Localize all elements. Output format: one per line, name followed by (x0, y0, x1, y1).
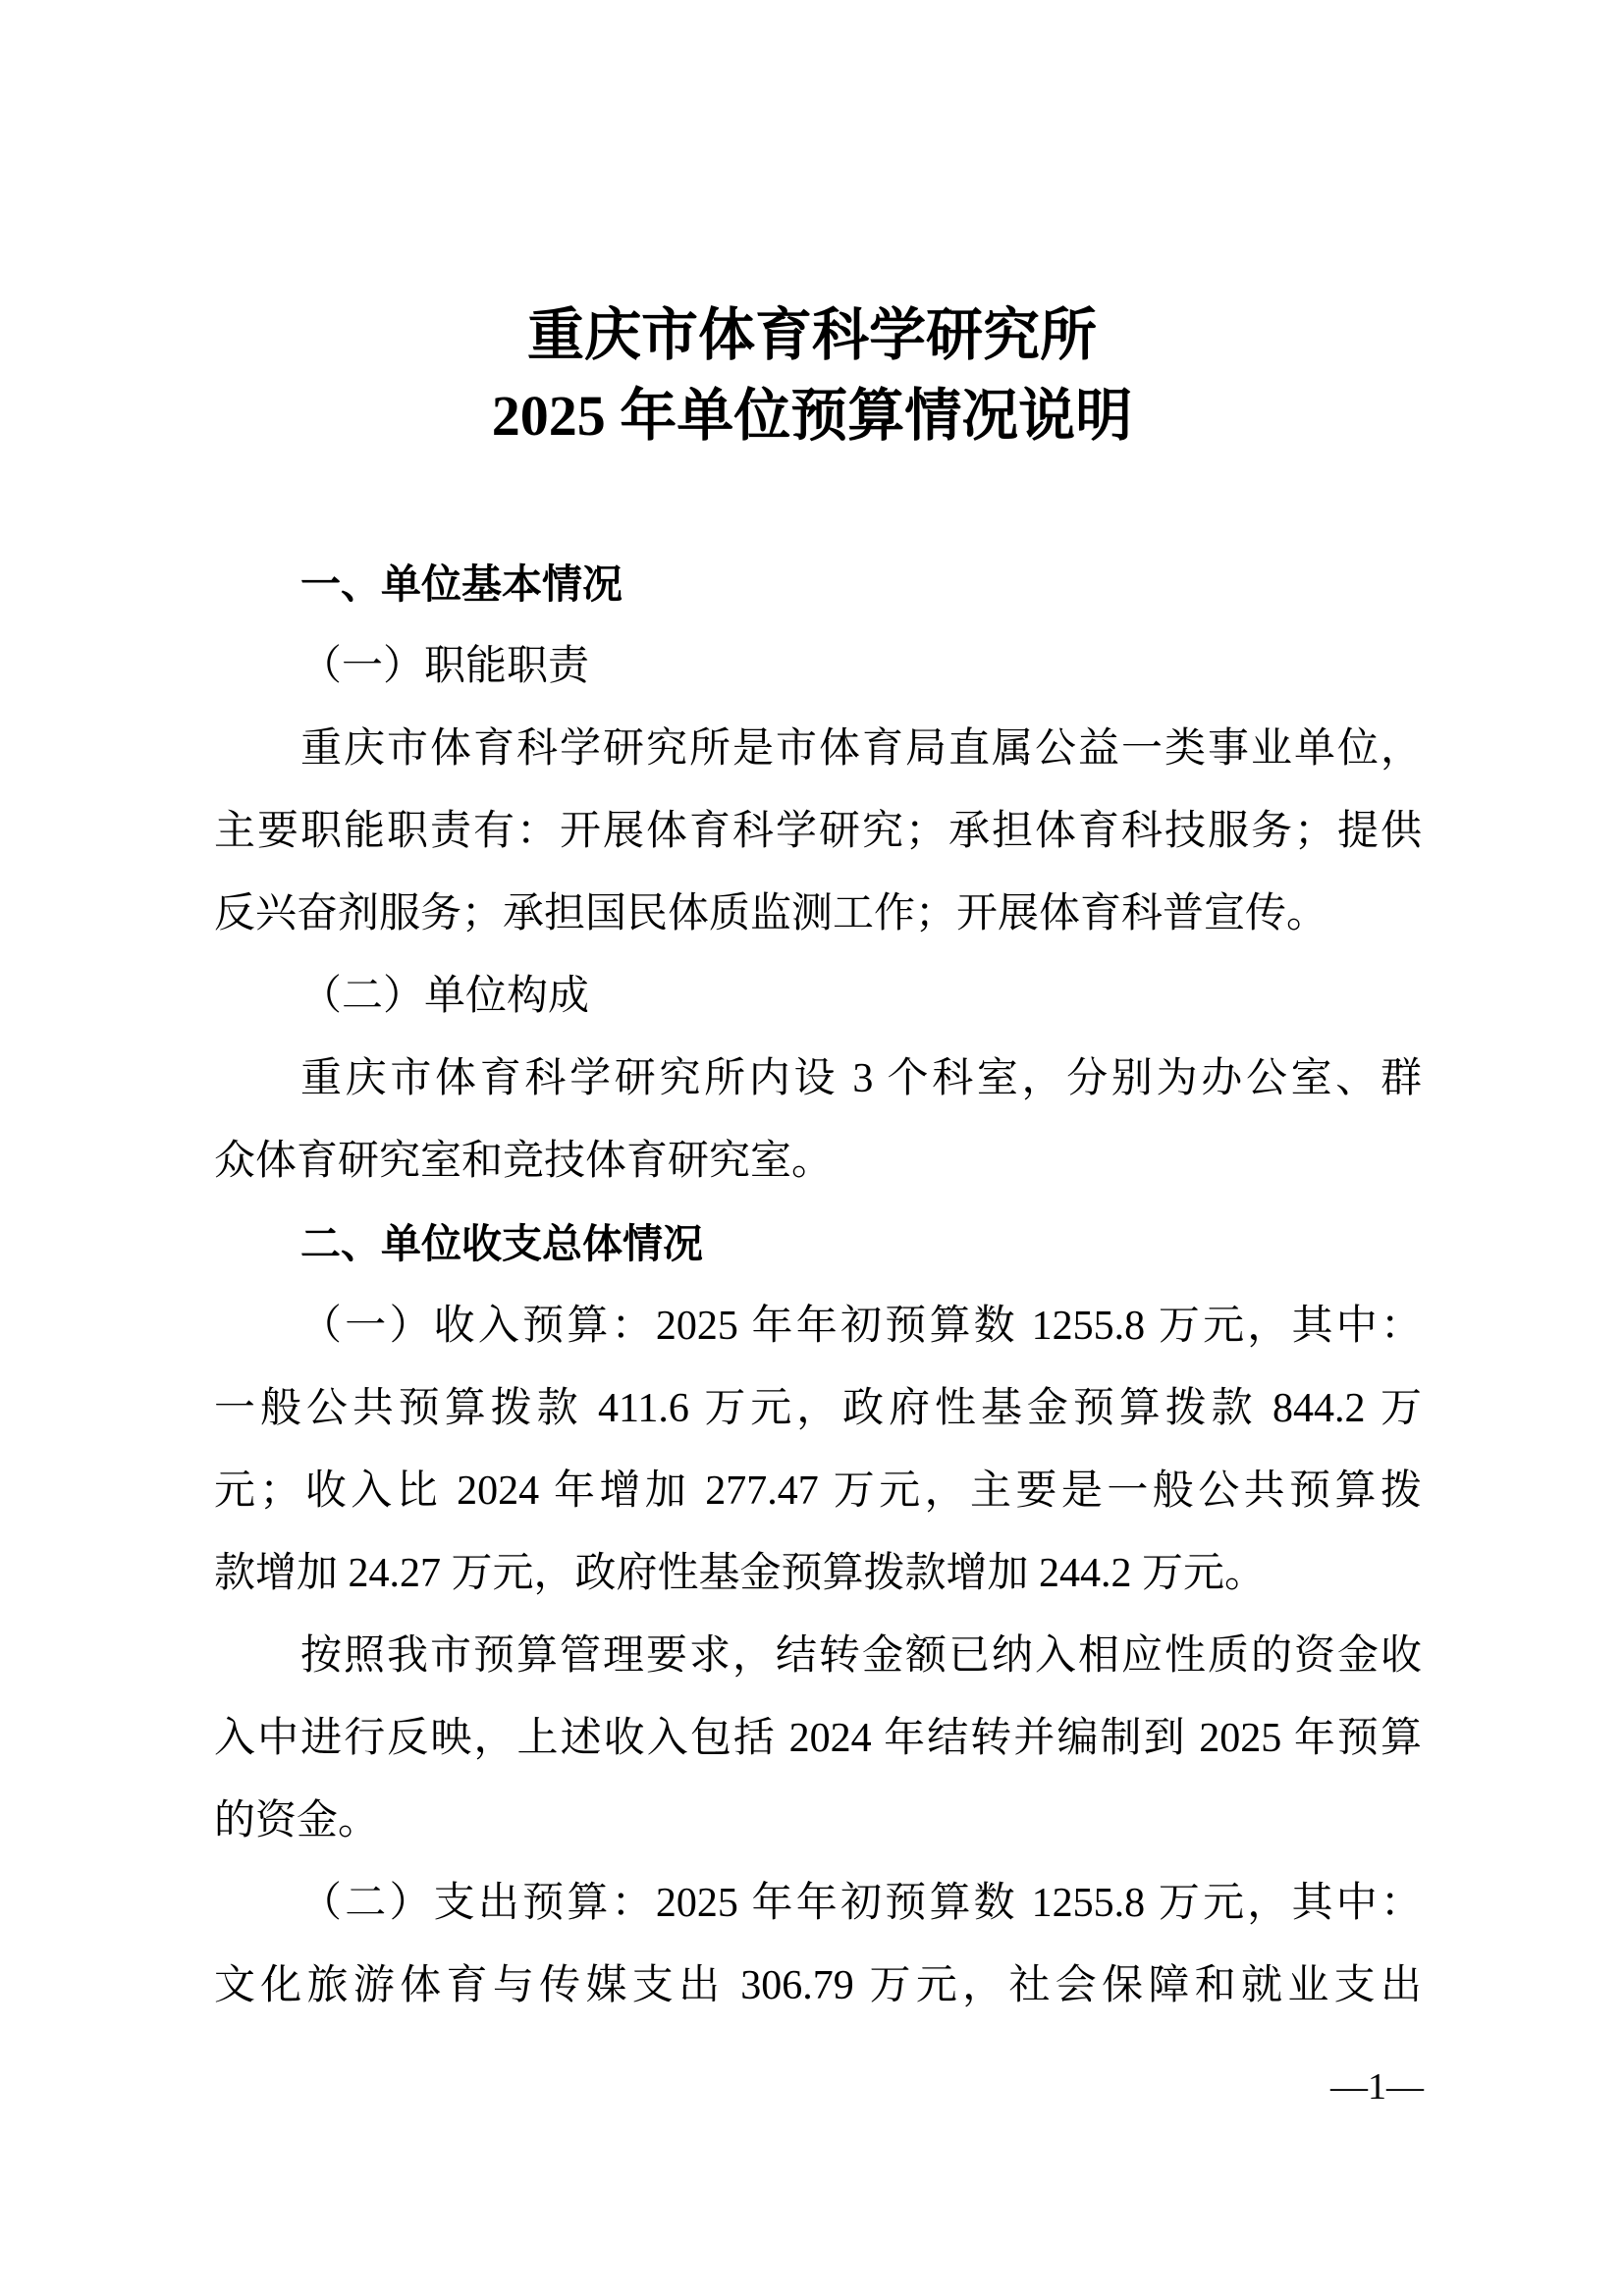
paragraph-line-income (214, 1285, 1422, 1367)
subheading-composition: （二）单位构成 (300, 974, 590, 1019)
paragraph-line: 款增加 24.27 万元，政府性基金预算拨款增加 244.2 万元。 (214, 1551, 1267, 1596)
paragraph-line: 反兴奋剂服务；承担国民体质监测工作；开展体育科普宣传。 (214, 891, 1328, 936)
expense-label: （二）支出预算： (300, 1881, 656, 1926)
paragraph-line: 一般公共预算拨款 411.6 万元，政府性基金预算拨款 844.2 万 (214, 1386, 1422, 1431)
page-number: —1— (1330, 2066, 1424, 2108)
paragraph-line: 入中进行反映，上述收入包括 2024 年结转并编制到 2025 年预算 (214, 1716, 1422, 1761)
paragraph-line: 文化旅游体育与传媒支出 306.79 万元，社会保障和就业支出 (214, 1963, 1422, 2008)
subheading-duties: （一）职能职责 (300, 644, 590, 689)
paragraph-line: 主要职能职责有：开展体育科学研究；承担体育科技服务；提供 (214, 809, 1422, 854)
document-title-line-1: 重庆市体育科学研究所 (526, 303, 1097, 367)
document-body (214, 543, 1422, 2027)
document-title-line-2: 2025 年单位预算情况说明 (491, 384, 1133, 448)
income-label: （一）收入预算： (300, 1304, 656, 1349)
paragraph-line: 重庆市体育科学研究所是市体育局直属公益一类事业单位， (300, 726, 1422, 772)
paragraph-line: 众体育研究室和竞技体育研究室。 (214, 1139, 834, 1184)
paragraph-line: 按照我市预算管理要求，结转金额已纳入相应性质的资金收 (300, 1633, 1422, 1679)
paragraph-line: 的资金。 (214, 1798, 380, 1843)
paragraph-line-expense (214, 1862, 1422, 1945)
income-text: 2025 年年初预算数 1255.8 万元，其中： (655, 1304, 1422, 1349)
section-heading-income-expense: 二、单位收支总体情况 (300, 1221, 703, 1266)
section-heading-basic-info: 一、单位基本情况 (300, 561, 623, 607)
paragraph-line: 元；收入比 2024 年增加 277.47 万元，主要是一般公共预算拨 (214, 1468, 1422, 1514)
paragraph-line: 重庆市体育科学研究所内设 3 个科室，分别为办公室、群 (300, 1056, 1422, 1101)
expense-text: 2025 年年初预算数 1255.8 万元，其中： (655, 1881, 1422, 1926)
